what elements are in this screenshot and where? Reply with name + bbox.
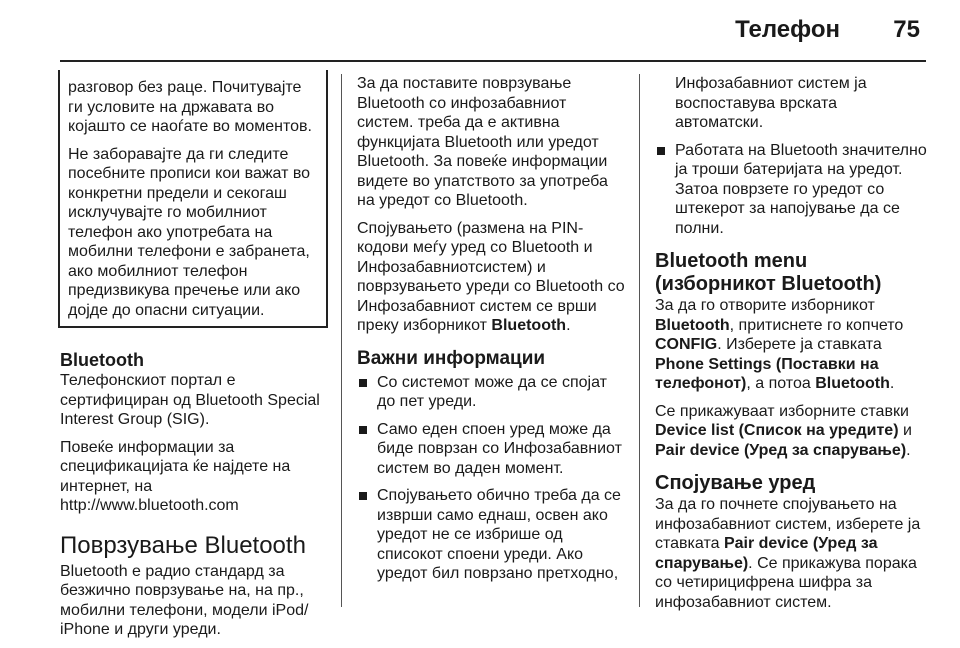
list-item: Спојувањето обично треба да се изврши само еднаш, освен ако уредот не се избрише од списокот споени уреди. Ако уредот бил поврзано претходно, [357, 486, 625, 584]
bluetooth-menu-heading: Bluetooth menu (изборникот Bluetooth) [655, 250, 882, 295]
warning-paragraph-1: разговор без раце. Почитувајте ги условите на државата во којашто се наоѓате во моментов. [68, 79, 312, 135]
battery-note-list [655, 141, 927, 239]
column-divider-2 [639, 74, 640, 607]
header-divider [60, 60, 926, 62]
page-header [0, 0, 960, 62]
column-3 [655, 74, 927, 620]
bluetooth-menu-paragraph-1: За да го отворите изборникот Bluetooth, притиснете го копчето CONFIG. Изберете ја ставката Phone Settings (Поставки на телефонот), а потоа Bluetooth. [655, 297, 904, 392]
column2-paragraph-2: Спојувањето (размена на PIN-кодови меѓу уред со Bluetooth и Инфозабавниотсистем) и поврзувањето уреди со Bluetooth со Инфозабавниот систем се врши преку изборникот Bluetooth. [357, 219, 625, 334]
column-2 [357, 74, 625, 592]
warning-box [58, 70, 328, 328]
list-item: Со системот може да се спојат до пет уреди. [357, 373, 625, 412]
list-item: Работата на Bluetooth значително ја троши батеријата на уредот. Затоа поврзете го уредот со штекерот за напојување да се полни. [655, 141, 927, 239]
page-number: 75 [893, 16, 920, 43]
bluetooth-url: http://www.bluetooth.com [60, 497, 239, 514]
column2-paragraph-1: За да поставите поврзување Bluetooth со инфозабавниот систем. треба да е активна функцијата Bluetooth или уредот Bluetooth. За повеќе информации видете во упатството за употреба на уредот со Bluetooth. [357, 75, 608, 209]
section-title: Телефон [735, 16, 840, 43]
list-item: Само еден споен уред може да биде поврзан со Инфозабавниот систем во даден момент. [357, 420, 625, 479]
column-1 [60, 74, 328, 648]
connection-heading: Поврзување Bluetooth [60, 531, 306, 559]
important-info-list [357, 373, 625, 584]
pairing-heading: Спојување уред [655, 472, 816, 494]
list-continuation: Инфозабавниот систем ја воспоставува врската автоматски. [675, 75, 867, 131]
bluetooth-menu-ref: Bluetooth [491, 317, 567, 334]
column-divider-1 [341, 74, 342, 607]
config-button-ref: CONFIG [655, 336, 718, 353]
bluetooth-paragraph-2: Повеќе информации за спецификацијата ќе најдете на интернет, на [60, 438, 291, 495]
connection-paragraph-1: Bluetooth е радио стандард за безжично поврзување на, на пр., мобилни телефони, модели iPod/ iPhone и други уреди. [60, 562, 309, 638]
bluetooth-menu-paragraph-2: Се прикажуваат изборните ставки Device list (Список на уредите) и Pair device (Уред за спарување). [655, 402, 912, 459]
warning-paragraph-2: Не заборавајте да ги следите посебните прописи кои важат во конкретни предели и секогаш исклучувајте го мобилниот телефон ако употребата на мобилни телефони е забранета, ако мобилниот телефон предизвикува пречење или ако дојде до опасни ситуации. [68, 145, 311, 319]
pairing-paragraph-1: За да го почнете спојувањето на инфозабавниот систем, изберете ја ставката Pair device (Уред за спарување). Се прикажува порака со четирицифрена шифра за инфозабавниот систем. [655, 496, 921, 611]
bluetooth-paragraph-1: Телефонскиот портал е сертифициран од Bluetooth Special Interest Group (SIG). [60, 372, 320, 428]
important-info-heading: Важни информации [357, 347, 546, 369]
bluetooth-heading: Bluetooth [60, 350, 144, 370]
